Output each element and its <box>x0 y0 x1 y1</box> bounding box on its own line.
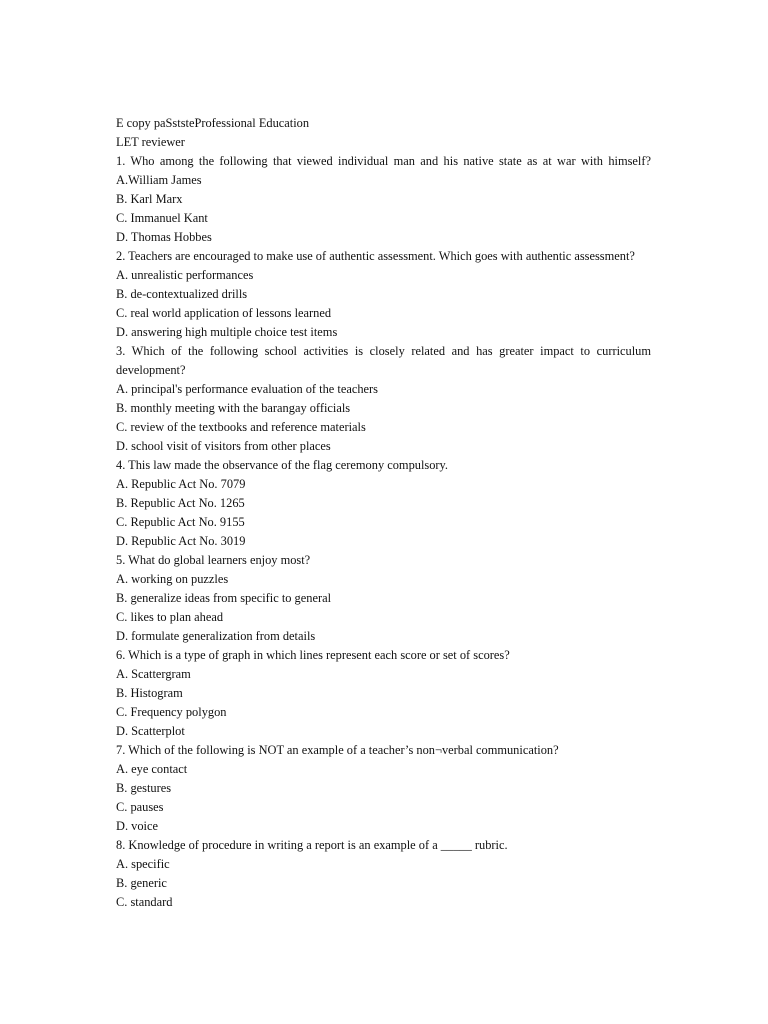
answer-option: D. voice <box>116 819 158 833</box>
question-5 <box>116 551 651 646</box>
answer-option: B. generalize ideas from specific to general <box>116 591 332 605</box>
answer-option: A. eye contact <box>116 762 188 776</box>
document-title: E copy paSststeProfessional Education <box>116 116 310 130</box>
question-text: 5. What do global learners enjoy most? <box>116 553 311 567</box>
answer-option: C. Frequency polygon <box>116 705 227 719</box>
answer-option: C. Republic Act No. 9155 <box>116 515 245 529</box>
question-text: 6. Which is a type of graph in which lines represent each score or set of scores? <box>116 648 510 662</box>
answer-option: A. working on puzzles <box>116 572 229 586</box>
answer-option: B. de-contextualized drills <box>116 287 248 301</box>
answer-option: B. Karl Marx <box>116 192 183 206</box>
question-7 <box>116 741 651 836</box>
answer-option: D. Scatterplot <box>116 724 185 738</box>
answer-option: D. Republic Act No. 3019 <box>116 534 246 548</box>
answer-option: B. monthly meeting with the barangay officials <box>116 401 351 415</box>
answer-option: D. formulate generalization from details <box>116 629 316 643</box>
question-3 <box>116 342 651 456</box>
question-text: 4. This law made the observance of the flag ceremony compulsory. <box>116 458 449 472</box>
question-1 <box>116 152 651 247</box>
question-text: 8. Knowledge of procedure in writing a report is an example of a _____ rubric. <box>116 838 508 852</box>
answer-option: C. review of the textbooks and reference materials <box>116 420 366 434</box>
answer-option: C. real world application of lessons learned <box>116 306 332 320</box>
question-2 <box>116 247 651 342</box>
answer-option: A. Republic Act No. 7079 <box>116 477 246 491</box>
answer-option: B. generic <box>116 876 167 890</box>
answer-option: B. Republic Act No. 1265 <box>116 496 245 510</box>
answer-option: C. Immanuel Kant <box>116 211 208 225</box>
answer-option: D. school visit of visitors from other places <box>116 439 331 453</box>
answer-option: D. Thomas Hobbes <box>116 230 212 244</box>
question-4 <box>116 456 651 551</box>
question-text: 1. Who among the following that viewed individual man and his native state as at war with himself? A.William James <box>116 154 651 187</box>
document-subtitle: LET reviewer <box>116 135 185 149</box>
answer-option: B. Histogram <box>116 686 183 700</box>
answer-option: C. likes to plan ahead <box>116 610 224 624</box>
answer-option: D. answering high multiple choice test items <box>116 325 338 339</box>
question-text: 2. Teachers are encouraged to make use of authentic assessment. Which goes with authentic assessment? <box>116 249 635 263</box>
question-8 <box>116 836 651 912</box>
answer-option: A. specific <box>116 857 170 871</box>
answer-option: B. gestures <box>116 781 172 795</box>
answer-option: C. standard <box>116 895 173 909</box>
document-page <box>116 114 651 912</box>
question-6 <box>116 646 651 741</box>
answer-option: C. pauses <box>116 800 164 814</box>
question-text: 7. Which of the following is NOT an example of a teacher’s non¬verbal communication? <box>116 743 559 757</box>
answer-option: A. unrealistic performances <box>116 268 254 282</box>
answer-option: A. principal's performance evaluation of the teachers <box>116 382 378 396</box>
question-text: 3. Which of the following school activities is closely related and has greater impact to curriculum development? <box>116 344 651 377</box>
answer-option: A. Scattergram <box>116 667 191 681</box>
